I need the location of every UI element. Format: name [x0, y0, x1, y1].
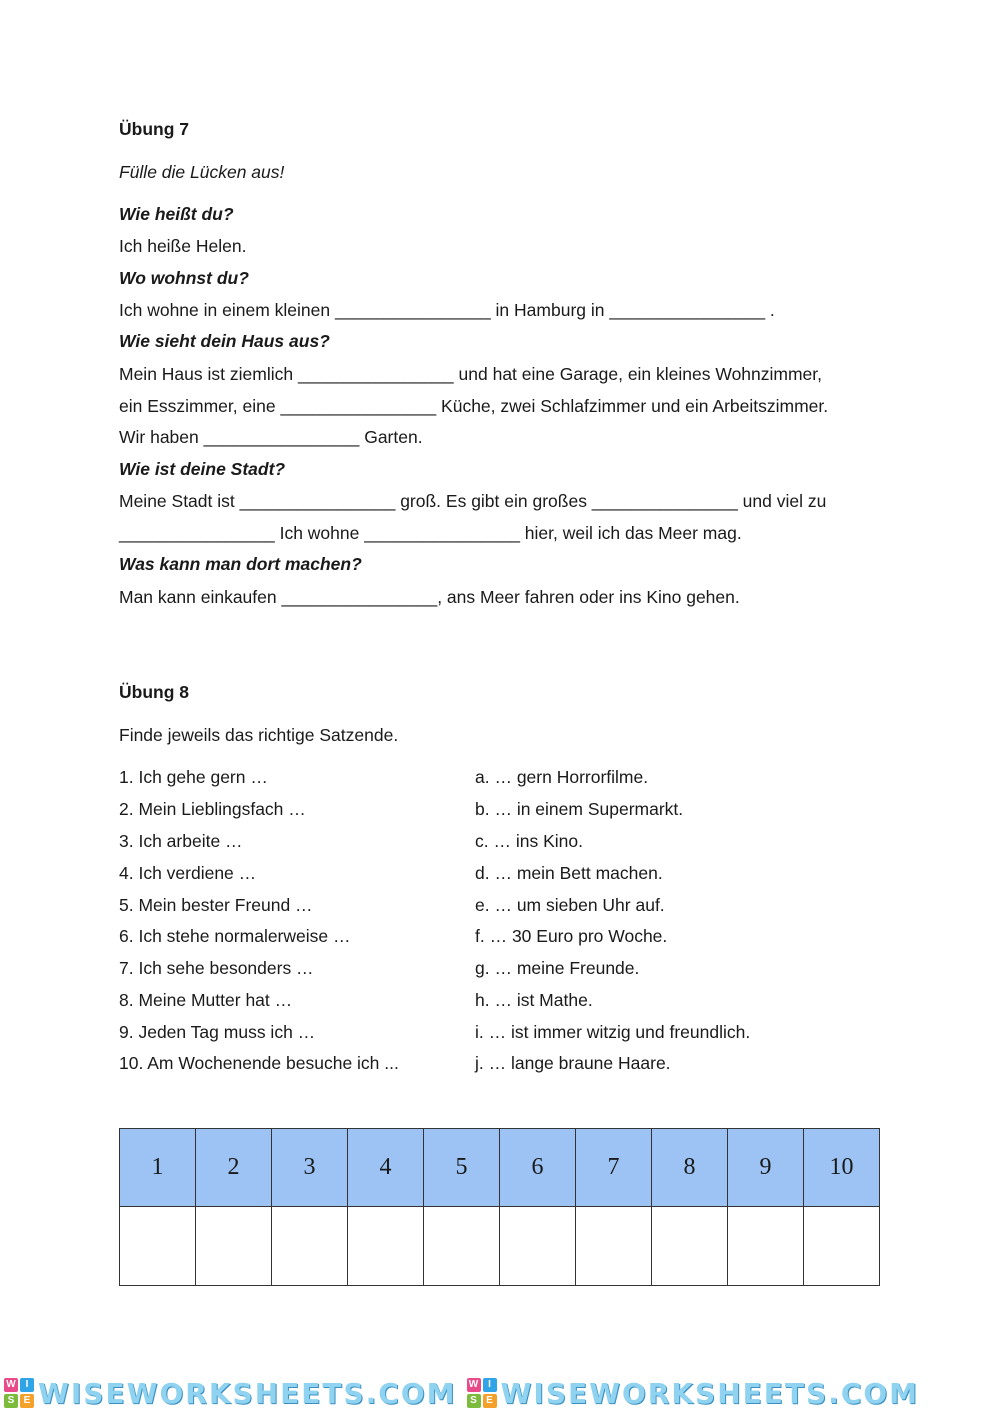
answer-table-header-cell: 2 — [196, 1129, 272, 1207]
question-5: Was kann man dort machen? — [119, 554, 362, 574]
sentence-ending: h. … ist Mathe. — [475, 990, 593, 1010]
question-1: Wie heißt du? — [119, 204, 234, 224]
logo-letter: E — [483, 1394, 497, 1408]
answer-table-header-cell: 9 — [728, 1129, 804, 1207]
answer-table-header-cell: 1 — [120, 1129, 196, 1207]
answer-3-line-2: ein Esszimmer, eine ________________ Küche, zwei Schlafzimmer und ein Arbeitszimmer. — [119, 396, 829, 416]
answer-2: Ich wohne in einem kleinen ________________ in Hamburg in ________________ . — [119, 300, 775, 320]
answer-cell[interactable] — [500, 1207, 576, 1286]
answer-cell[interactable] — [728, 1207, 804, 1286]
answer-cell[interactable] — [348, 1207, 424, 1286]
answer-4-line-1: Meine Stadt ist ________________ groß. Es gibt ein großes _______________ und viel zu — [119, 491, 827, 511]
sentence-start: 2. Mein Lieblingsfach … — [119, 799, 306, 819]
sentence-ending: a. … gern Horrorfilme. — [475, 767, 649, 787]
sentence-start: 5. Mein bester Freund … — [119, 895, 313, 915]
answer-table — [119, 1128, 880, 1286]
exercise-7-instruction: Fülle die Lücken aus! — [119, 162, 285, 182]
sentence-ending: e. … um sieben Uhr auf. — [475, 895, 665, 915]
answer-table-header-cell: 4 — [348, 1129, 424, 1207]
answer-3-line-1: Mein Haus ist ziemlich ________________ und hat eine Garage, ein kleines Wohnzimmer, — [119, 364, 823, 384]
logo-letter: W — [4, 1378, 18, 1392]
wise-logo-icon — [4, 1378, 34, 1408]
question-3: Wie sieht dein Haus aus? — [119, 331, 330, 351]
answer-cell[interactable] — [196, 1207, 272, 1286]
sentence-ending: f. … 30 Euro pro Woche. — [475, 926, 668, 946]
sentence-start: 3. Ich arbeite … — [119, 831, 243, 851]
brand-wordmark: WISEWORKSHEETS.COM — [38, 1376, 457, 1410]
answer-table-header-cell: 5 — [424, 1129, 500, 1207]
answer-cell[interactable] — [652, 1207, 728, 1286]
footer-logo — [4, 1377, 457, 1410]
answer-table-header-cell: 7 — [576, 1129, 652, 1207]
answer-3-line-3: Wir haben ________________ Garten. — [119, 427, 423, 447]
sentence-start: 9. Jeden Tag muss ich … — [119, 1022, 316, 1042]
answer-cell[interactable] — [272, 1207, 348, 1286]
exercise-8-title: Übung 8 — [119, 682, 189, 702]
answer-5: Man kann einkaufen ________________, ans Meer fahren oder ins Kino gehen. — [119, 587, 740, 607]
sentence-start: 8. Meine Mutter hat … — [119, 990, 293, 1010]
answer-4-line-2: ________________ Ich wohne ________________ hier, weil ich das Meer mag. — [119, 523, 742, 543]
logo-letter: W — [467, 1378, 481, 1392]
wise-logo-icon — [467, 1378, 497, 1408]
sentence-ending: b. … in einem Supermarkt. — [475, 799, 684, 819]
sentence-ending: d. … mein Bett machen. — [475, 863, 663, 883]
sentence-start: 4. Ich verdiene … — [119, 863, 257, 883]
sentence-ending: i. … ist immer witzig und freundlich. — [475, 1022, 751, 1042]
answer-table-header-cell: 3 — [272, 1129, 348, 1207]
answer-table-header-row — [120, 1129, 880, 1207]
question-2: Wo wohnst du? — [119, 268, 249, 288]
sentence-ending: c. … ins Kino. — [475, 831, 583, 851]
logo-letter: S — [4, 1394, 18, 1408]
answer-cell[interactable] — [120, 1207, 196, 1286]
footer-logo — [467, 1377, 920, 1410]
answer-table-header-cell: 10 — [804, 1129, 880, 1207]
logo-letter: I — [483, 1378, 497, 1392]
answer-cell[interactable] — [424, 1207, 500, 1286]
answer-table-header-cell: 6 — [500, 1129, 576, 1207]
answer-table-input-row — [120, 1207, 880, 1286]
answer-cell[interactable] — [576, 1207, 652, 1286]
exercise-7-title: Übung 7 — [119, 119, 189, 139]
sentence-ending: j. … lange braune Haare. — [475, 1053, 671, 1073]
sentence-start: 10. Am Wochenende besuche ich ... — [119, 1053, 399, 1073]
logo-letter: E — [20, 1394, 34, 1408]
brand-wordmark: WISEWORKSHEETS.COM — [500, 1376, 920, 1410]
sentence-start: 1. Ich gehe gern … — [119, 767, 268, 787]
question-4: Wie ist deine Stadt? — [119, 459, 286, 479]
footer-watermark — [0, 1373, 1000, 1413]
logo-letter: S — [467, 1394, 481, 1408]
exercise-8-instruction: Finde jeweils das richtige Satzende. — [119, 725, 399, 745]
logo-letter: I — [20, 1378, 34, 1392]
answer-1: Ich heiße Helen. — [119, 236, 247, 256]
sentence-start: 6. Ich stehe normalerweise … — [119, 926, 351, 946]
sentence-ending: g. … meine Freunde. — [475, 958, 640, 978]
sentence-start: 7. Ich sehe besonders … — [119, 958, 314, 978]
answer-table-header-cell: 8 — [652, 1129, 728, 1207]
answer-cell[interactable] — [804, 1207, 880, 1286]
